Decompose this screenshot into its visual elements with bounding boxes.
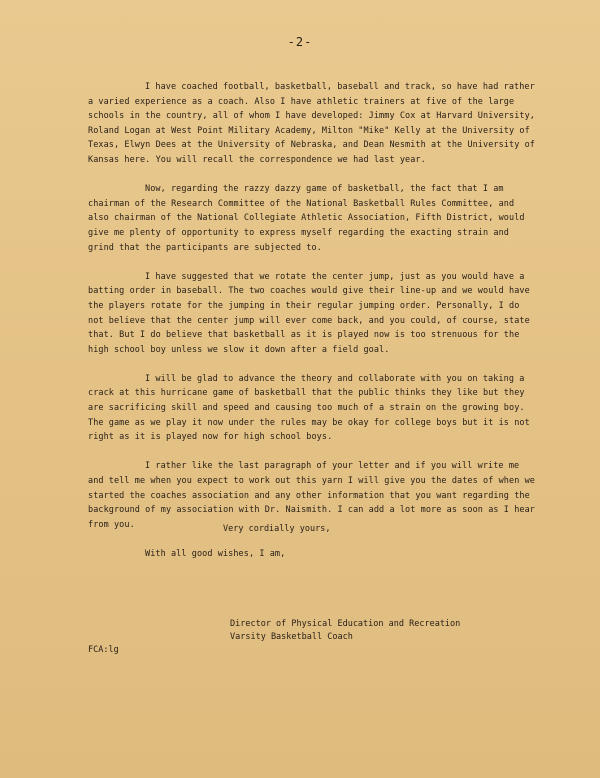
letter-body — [88, 80, 538, 578]
signature-subtitle: Varsity Basketball Coach — [230, 632, 353, 642]
paragraph-coaching-experience: I have coached football, basketball, baseball and track, so have had rather a varied experience as a coach. Also I have athletic trainers at five of the large schools in the country, all of whom I have developed: Jimmy Cox at Harvard University, Roland Logan at West Point Military Academy, Milton "Mike" Kelly at the University of Texas, Elwyn Dees at the University of Nebraska, and Dean Nesmith at the University of Kansas here. You will recall the correspondence we had last year. — [88, 82, 535, 165]
paragraph-collaboration: I will be glad to advance the theory and collaborate with you on taking a crack at this hurricane game of basketball that the public thinks they like but they are sacrificing skill and speed and causing too much of a strain on the growing boy. The game as we play it now under the rules may be okay for college boys but it is not right as it is played now for high school boys. — [88, 373, 530, 443]
closing: Very cordially yours, — [223, 524, 331, 534]
signature-block — [230, 618, 460, 644]
paragraph-last: I rather like the last paragraph of your letter and if you will write me and tell me when you expect to work out this yarn I will give you the dates of when we started the coaches association and any other information that you want regarding the background of my association with Dr. Naismith. I can add a lot more as soon as I hear from you. — [88, 461, 535, 530]
reference-initials: FCA:lg — [88, 645, 119, 655]
page-number: -2- — [287, 35, 313, 49]
paragraph-committee: Now, regarding the razzy dazzy game of basketball, the fact that I am chairman of the Research Committee of the National Basketball Rules Committee, and also chairman of the National Collegiate Athletic Association, Fifth District, would give me plenty of opportunity to express myself regarding the exacting strain and grind that the participants are subjected to. — [88, 184, 525, 253]
paragraph-center-jump: I have suggested that we rotate the center jump, just as you would have a batting order in baseball. The two coaches would give their line-up and we would have the players rotate for the jumping in their regular jumping order. Personally, I do not believe that the center jump will ever come back, and you could, of course, state that. But I do believe that basketball as it is played now is too strenuous for the high school boy unless we slow it down after a field goal. — [88, 271, 530, 355]
sign-off: With all good wishes, I am, — [145, 549, 286, 559]
signature-title: Director of Physical Education and Recreation — [230, 619, 461, 629]
